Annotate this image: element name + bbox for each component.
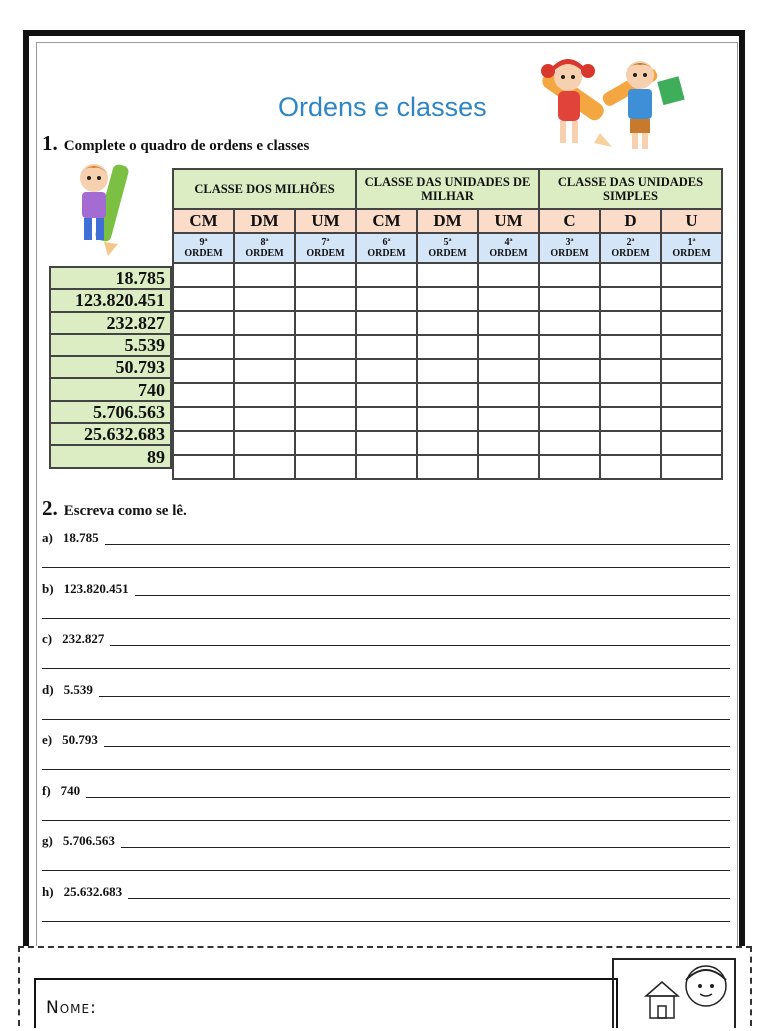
order-cell: CM [356, 209, 417, 233]
write-item [42, 732, 730, 782]
question-1-text: Complete o quadro de ordens e classes [63, 138, 310, 154]
answer-cell[interactable] [173, 455, 234, 479]
answer-row [173, 335, 722, 359]
answer-cell[interactable] [478, 263, 539, 287]
answer-cell[interactable] [295, 287, 356, 311]
rank-word: ORDEM [611, 248, 650, 259]
rank-number: 7ª [321, 237, 330, 248]
answer-cell[interactable] [478, 455, 539, 479]
write-item-letter: d) [42, 681, 54, 697]
answer-cell[interactable] [539, 311, 600, 335]
write-item-value: 740 [60, 782, 81, 798]
rank-number: 6ª [382, 237, 391, 248]
rank-number: 4ª [504, 237, 513, 248]
answer-row [173, 287, 722, 311]
answer-cell[interactable] [417, 383, 478, 407]
answer-cell[interactable] [356, 335, 417, 359]
answer-line[interactable] [42, 567, 730, 568]
rank-cell [539, 233, 600, 263]
answer-grid [173, 263, 722, 479]
rank-cell [600, 233, 661, 263]
question-2-text: Escreva como se lê. [63, 503, 187, 519]
answer-cell[interactable] [295, 431, 356, 455]
write-item [42, 631, 730, 681]
answer-row [173, 431, 722, 455]
write-item-letter: g) [42, 833, 53, 848]
answer-cell[interactable] [600, 311, 661, 335]
class-row [173, 169, 722, 209]
answer-line[interactable] [42, 719, 730, 720]
number-cell: 740 [50, 378, 171, 400]
answer-cell[interactable] [417, 263, 478, 287]
number-cell: 232.827 [50, 312, 171, 334]
rank-cell [234, 233, 295, 263]
answer-cell[interactable] [661, 407, 722, 431]
rank-word: ORDEM [428, 248, 467, 259]
answer-row [173, 311, 722, 335]
answer-line[interactable] [42, 870, 730, 871]
answer-line[interactable] [42, 820, 730, 821]
write-item-label [42, 631, 110, 647]
number-cell: 50.793 [50, 356, 171, 378]
board-frame [612, 958, 736, 1028]
answer-cell[interactable] [661, 383, 722, 407]
rank-number: 3ª [565, 237, 574, 248]
answer-cell[interactable] [356, 311, 417, 335]
answer-cell[interactable] [539, 407, 600, 431]
order-cell: U [661, 209, 722, 233]
answer-cell[interactable] [417, 407, 478, 431]
number-row [50, 423, 171, 445]
write-item [42, 783, 730, 833]
number-row [50, 378, 171, 400]
class-units-cell: CLASSE DAS UNIDADES SIMPLES [539, 169, 722, 209]
write-item [42, 833, 730, 883]
answer-cell[interactable] [173, 407, 234, 431]
write-item-letter: c) [42, 631, 53, 646]
answer-cell[interactable] [417, 359, 478, 383]
answer-line[interactable] [42, 645, 730, 646]
answer-cell[interactable] [417, 311, 478, 335]
answer-line[interactable] [42, 544, 730, 545]
number-row [50, 356, 171, 378]
answer-cell[interactable] [234, 335, 295, 359]
rank-word: ORDEM [489, 248, 528, 259]
answer-cell[interactable] [417, 335, 478, 359]
write-item-label [42, 833, 121, 849]
answer-cell[interactable] [600, 359, 661, 383]
answer-cell[interactable] [234, 263, 295, 287]
rank-cell [478, 233, 539, 263]
answer-cell[interactable] [600, 455, 661, 479]
answer-cell[interactable] [478, 287, 539, 311]
rank-cell [295, 233, 356, 263]
answer-cell[interactable] [173, 311, 234, 335]
child-with-board-illustration-icon [614, 960, 730, 1026]
class-millions-cell: CLASSE DOS MILHÕES [173, 169, 356, 209]
answer-row [173, 359, 722, 383]
rank-number: 9ª [199, 237, 208, 248]
rank-number: 1ª [687, 237, 696, 248]
number-row [50, 445, 171, 467]
rank-word: ORDEM [184, 248, 223, 259]
answer-cell[interactable] [478, 383, 539, 407]
answer-cell[interactable] [478, 407, 539, 431]
write-item-label [42, 530, 105, 546]
answer-cell[interactable] [539, 431, 600, 455]
answer-cell[interactable] [173, 335, 234, 359]
answer-cell[interactable] [600, 383, 661, 407]
write-item-letter: b) [42, 580, 54, 596]
number-cell: 18.785 [50, 267, 171, 289]
order-cell: DM [417, 209, 478, 233]
answer-cell[interactable] [173, 431, 234, 455]
answer-cell[interactable] [539, 335, 600, 359]
number-row [50, 401, 171, 423]
write-item-letter: a) [42, 530, 53, 545]
write-item-value: 232.827 [62, 631, 105, 646]
answer-cell[interactable] [295, 455, 356, 479]
answer-line[interactable] [42, 921, 730, 922]
name-box[interactable] [34, 978, 618, 1028]
answer-cell[interactable] [539, 383, 600, 407]
class-thousands-cell: CLASSE DAS UNIDADES DE MILHAR [356, 169, 539, 209]
answer-cell[interactable] [539, 359, 600, 383]
question-2-heading [42, 496, 187, 521]
answer-line[interactable] [42, 746, 730, 747]
rank-word: ORDEM [367, 248, 406, 259]
answer-cell[interactable] [295, 335, 356, 359]
answer-cell[interactable] [234, 431, 295, 455]
write-item [42, 530, 730, 580]
rank-number: 8ª [260, 237, 269, 248]
answer-line[interactable] [42, 898, 730, 899]
answer-cell[interactable] [356, 431, 417, 455]
answer-line[interactable] [42, 618, 730, 619]
answer-cell[interactable] [356, 407, 417, 431]
write-item-label [42, 884, 128, 900]
write-item-label [42, 783, 86, 799]
answer-cell[interactable] [539, 287, 600, 311]
page-title: Ordens e classes [278, 92, 487, 122]
rank-word: ORDEM [245, 248, 284, 259]
answer-cell[interactable] [356, 287, 417, 311]
write-item-value: 5.706.563 [62, 833, 115, 848]
number-row [50, 334, 171, 356]
question-1-number: 1. [42, 131, 58, 155]
boy-with-pencil-illustration-icon [74, 158, 136, 258]
answer-cell[interactable] [173, 359, 234, 383]
answer-cell[interactable] [600, 263, 661, 287]
answer-cell[interactable] [234, 407, 295, 431]
question-2-number: 2. [42, 496, 58, 520]
answer-cell[interactable] [295, 383, 356, 407]
name-label: Nome: [46, 998, 97, 1018]
number-cell: 5.539 [50, 334, 171, 356]
answer-cell[interactable] [356, 359, 417, 383]
rank-cell [173, 233, 234, 263]
answer-cell[interactable] [661, 431, 722, 455]
rank-number: 5ª [443, 237, 452, 248]
name-strip [18, 946, 752, 1026]
answer-cell[interactable] [539, 263, 600, 287]
orders-classes-table [172, 168, 723, 480]
answer-cell[interactable] [478, 311, 539, 335]
answer-row [173, 383, 722, 407]
answer-cell[interactable] [539, 455, 600, 479]
answer-cell[interactable] [661, 263, 722, 287]
write-item-letter: f) [42, 782, 51, 798]
answer-cell[interactable] [600, 335, 661, 359]
number-cell: 5.706.563 [50, 401, 171, 423]
rank-row [173, 233, 722, 263]
answer-line[interactable] [42, 797, 730, 798]
write-item-value: 5.539 [63, 681, 93, 697]
answer-cell[interactable] [234, 359, 295, 383]
rank-cell [661, 233, 722, 263]
kids-with-pencils-illustration-icon [530, 55, 700, 160]
number-cell: 25.632.683 [50, 423, 171, 445]
write-item-label [42, 682, 99, 698]
answer-row [173, 263, 722, 287]
write-item-value: 50.793 [62, 732, 98, 747]
answer-cell[interactable] [234, 311, 295, 335]
number-row [50, 312, 171, 334]
answer-cell[interactable] [234, 287, 295, 311]
answer-cell[interactable] [356, 383, 417, 407]
answer-cell[interactable] [173, 287, 234, 311]
rank-cell [356, 233, 417, 263]
answer-row [173, 407, 722, 431]
write-item-letter: h) [42, 883, 54, 899]
write-item [42, 581, 730, 631]
order-cell: UM [478, 209, 539, 233]
number-cell: 89 [50, 445, 171, 467]
write-item [42, 884, 730, 934]
answer-cell[interactable] [661, 311, 722, 335]
answer-cell[interactable] [600, 431, 661, 455]
answer-cell[interactable] [661, 335, 722, 359]
order-cell: CM [173, 209, 234, 233]
order-row [173, 209, 722, 233]
answer-cell[interactable] [417, 287, 478, 311]
rank-word: ORDEM [672, 248, 711, 259]
answer-cell[interactable] [234, 455, 295, 479]
answer-cell[interactable] [661, 359, 722, 383]
answer-line[interactable] [42, 769, 730, 770]
answer-cell[interactable] [600, 407, 661, 431]
answer-line[interactable] [42, 847, 730, 848]
write-item [42, 682, 730, 732]
write-item-value: 25.632.683 [63, 883, 123, 899]
rank-word: ORDEM [306, 248, 345, 259]
order-cell: C [539, 209, 600, 233]
answer-cell[interactable] [234, 383, 295, 407]
answer-cell[interactable] [295, 359, 356, 383]
order-cell: D [600, 209, 661, 233]
answer-line[interactable] [42, 595, 730, 596]
write-item-letter: e) [42, 732, 53, 747]
rank-cell [417, 233, 478, 263]
write-item-value: 18.785 [62, 530, 99, 545]
answer-cell[interactable] [173, 263, 234, 287]
answer-cell[interactable] [356, 455, 417, 479]
rank-word: ORDEM [550, 248, 589, 259]
rank-number: 2ª [626, 237, 635, 248]
answer-cell[interactable] [478, 335, 539, 359]
answer-cell[interactable] [295, 263, 356, 287]
answer-line[interactable] [42, 668, 730, 669]
answer-line[interactable] [42, 696, 730, 697]
answer-cell[interactable] [661, 455, 722, 479]
answer-cell[interactable] [478, 359, 539, 383]
write-item-label [42, 581, 135, 597]
question-1-heading [42, 131, 309, 156]
numbers-column [49, 266, 172, 469]
answer-cell[interactable] [173, 383, 234, 407]
order-cell: UM [295, 209, 356, 233]
number-row [50, 267, 171, 289]
answer-cell[interactable] [295, 311, 356, 335]
answer-cell[interactable] [478, 431, 539, 455]
answer-cell[interactable] [295, 407, 356, 431]
answer-cell[interactable] [661, 287, 722, 311]
answer-cell[interactable] [417, 455, 478, 479]
answer-cell[interactable] [600, 287, 661, 311]
answer-row [173, 455, 722, 479]
write-item-value: 123.820.451 [63, 580, 129, 596]
answer-cell[interactable] [356, 263, 417, 287]
write-item-label [42, 732, 104, 748]
number-row [50, 289, 171, 311]
number-cell: 123.820.451 [50, 289, 171, 311]
answer-cell[interactable] [417, 431, 478, 455]
order-cell: DM [234, 209, 295, 233]
